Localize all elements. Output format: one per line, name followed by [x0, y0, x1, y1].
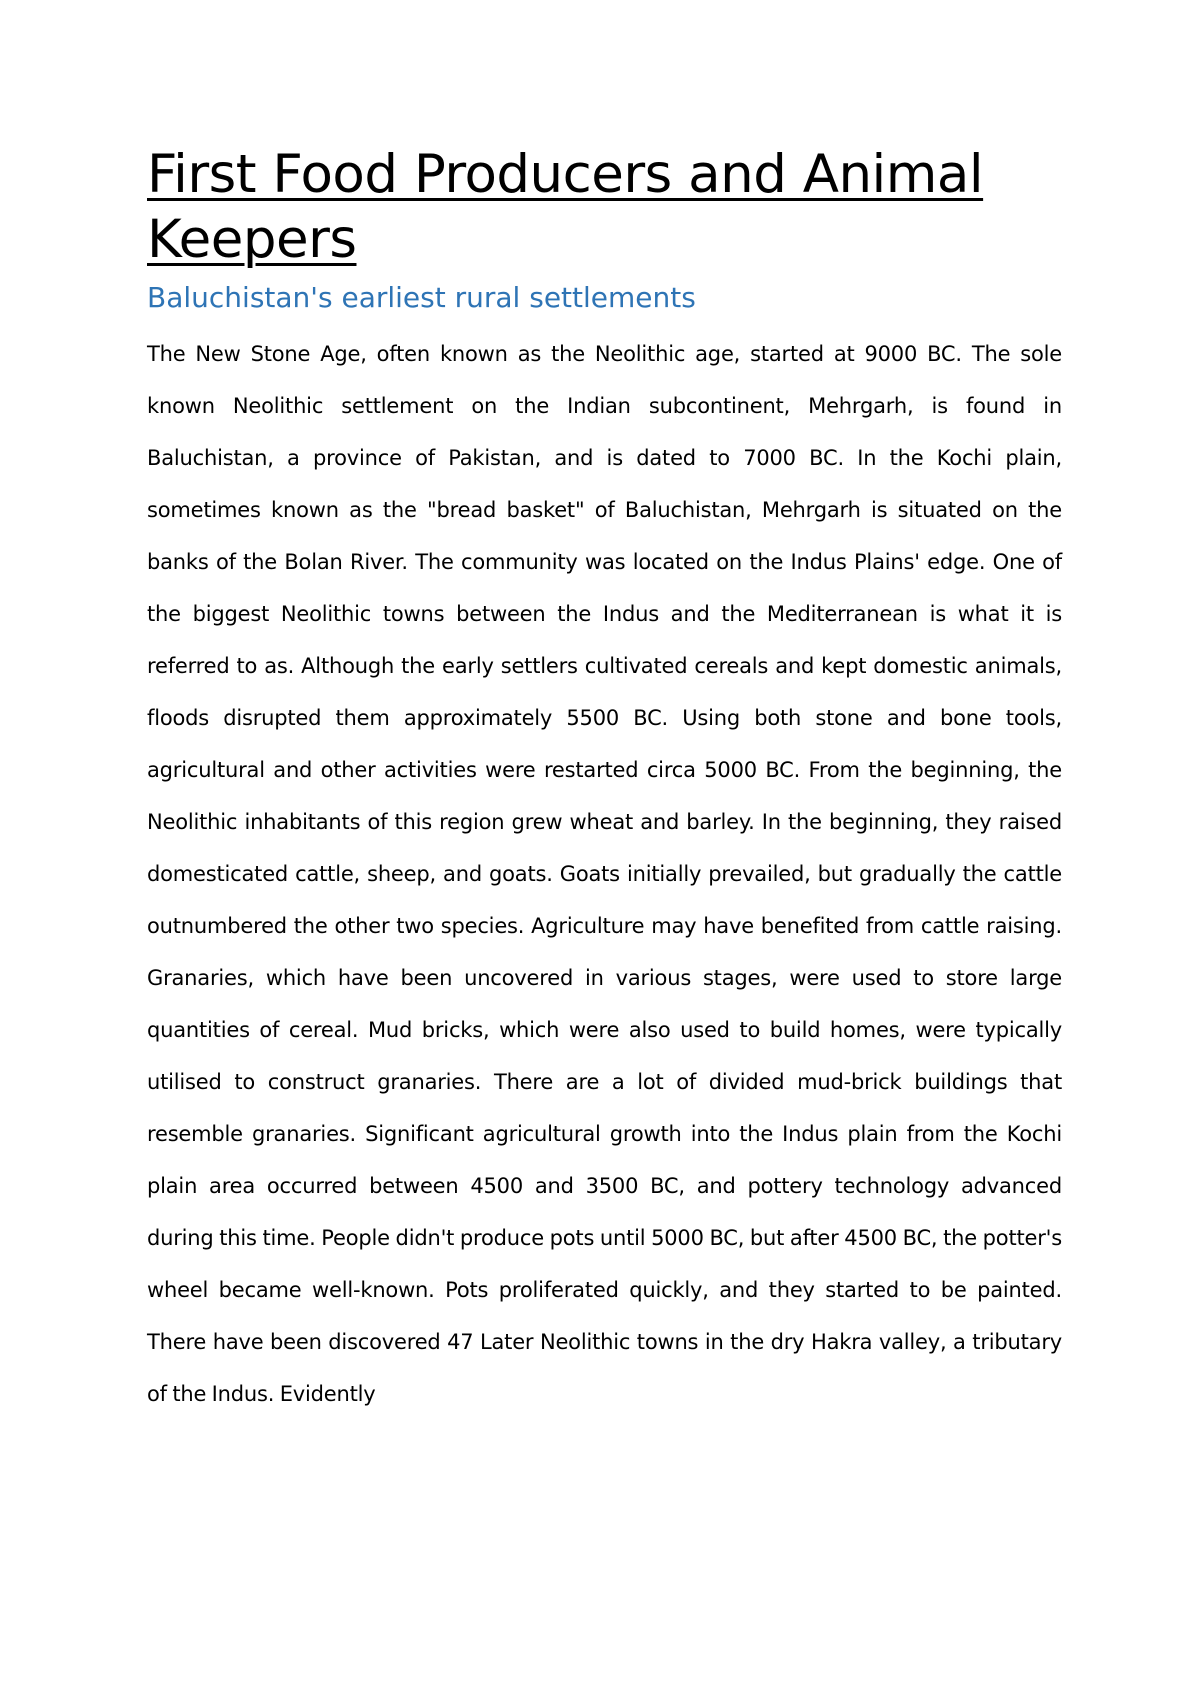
- body-paragraph: The New Stone Age, often known as the Neolithic age, started at 9000 BC. The sole known Neolithic settlement on the Indian subcontinent, Mehrgarh, is found in Baluchistan, a province of Pakistan, and is dated to 7000 BC. In the Kochi plain, sometimes known as the "bread basket" of Baluchistan, Mehrgarh is situated on the banks of the Bolan River. The community was located on the Indus Plains' edge. One of the biggest Neolithic towns between the Indus and the Mediterranean is what it is referred to as. Although the early settlers cultivated cereals and kept domestic animals, floods disrupted them approximately 5500 BC. Using both stone and bone tools, agricultural and other activities were restarted circa 5000 BC. From the beginning, the Neolithic inhabitants of this region grew wheat and barley. In the beginning, they raised domesticated cattle, sheep, and goats. Goats initially prevailed, but gradually the cattle outnumbered the other two species. Agriculture may have benefited from cattle raising. Granaries, which have been uncovered in various stages, were used to store large quantities of cereal. Mud bricks, which were also used to build homes, were typically utilised to construct granaries. There are a lot of divided mud-brick buildings that resemble granaries. Significant agricultural growth into the Indus plain from the Kochi plain area occurred between 4500 and 3500 BC, and pottery technology advanced during this time. People didn't produce pots until 5000 BC, but after 4500 BC, the potter's wheel became well-known. Pots proliferated quickly, and they started to be painted. There have been discovered 47 Later Neolithic towns in the dry Hakra valley, a tributary of the Indus. Evidently: [147, 342, 1062, 1406]
- document-content: [147, 142, 1062, 1420]
- document-subtitle: Baluchistan's earliest rural settlements: [147, 281, 696, 314]
- document-title: First Food Producers and Animal Keepers: [147, 144, 984, 270]
